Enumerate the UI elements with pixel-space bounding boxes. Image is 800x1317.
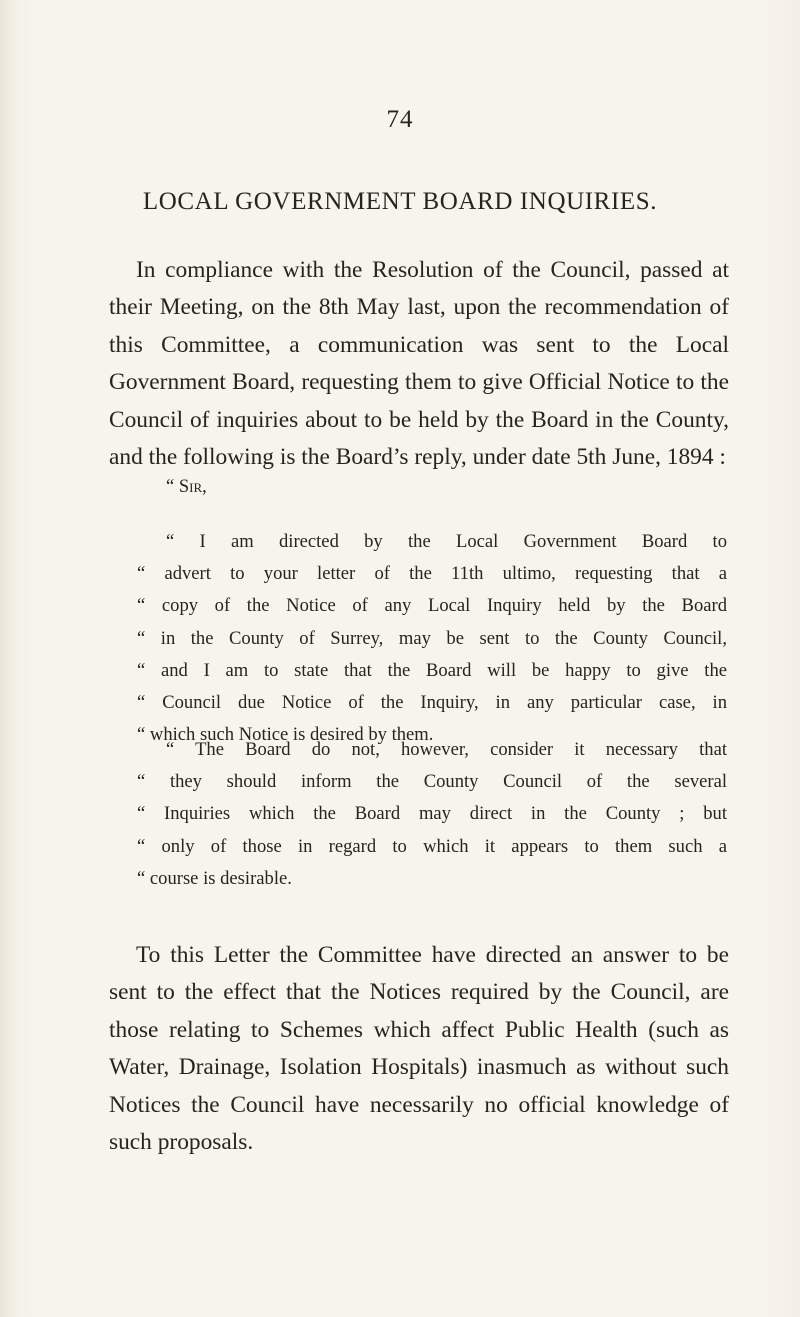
letter-line: “ I am directed by the Local Government Board to <box>166 531 727 552</box>
letter-line: “ and I am to state that the Board will be happy to give the <box>137 659 727 681</box>
page-title: LOCAL GOVERNMENT BOARD INQUIRIES. <box>142 188 658 215</box>
letter-salutation: “ Sir, <box>166 477 207 497</box>
page-number: 74 <box>386 106 414 133</box>
letter-line: “ only of those in regard to which it appears to them such a <box>137 835 727 857</box>
letter-line: “ Inquiries which the Board may direct in the County ; but <box>137 803 727 825</box>
letter-line: “ Council due Notice of the Inquiry, in any particular case, in <box>137 692 727 714</box>
letter-paragraph-2 <box>137 734 727 895</box>
letter-line: “ they should inform the County Council of the several <box>137 771 727 793</box>
letter-line: “ advert to your letter of the 11th ultimo, requesting that a <box>137 563 727 585</box>
letter-line: “ course is desirable. <box>137 867 292 889</box>
letter-line: “ which such Notice is desired by them. <box>137 724 434 746</box>
letter-line: “ in the County of Surrey, may be sent to the County Council, <box>137 627 727 649</box>
letter-line: “ copy of the Notice of any Local Inquiry held by the Board <box>137 595 727 617</box>
closing-paragraph: To this Letter the Committee have directed an answer to be sent to the effect that the Notices required by the Council, are those relating to Schemes which affect Public Health (such as Water, Drainage, Isolation Hospitals) inasmuch as without such Notices the Council have necessarily no official knowledge of such proposals. <box>109 942 729 1156</box>
letter-line: “ The Board do not, however, consider it necessary that <box>166 739 727 760</box>
letter-paragraph-1 <box>137 526 727 751</box>
intro-paragraph: In compliance with the Resolution of the Council, passed at their Meeting, on the 8th May last, upon the recommendation of this Committee, a communication was sent to the Local Government Board, requesting them to give Official Notice to the Council of inquiries about to be held by the Board in the County, and the following is the Board’s reply, under date 5th June, 1894 : <box>109 257 729 471</box>
